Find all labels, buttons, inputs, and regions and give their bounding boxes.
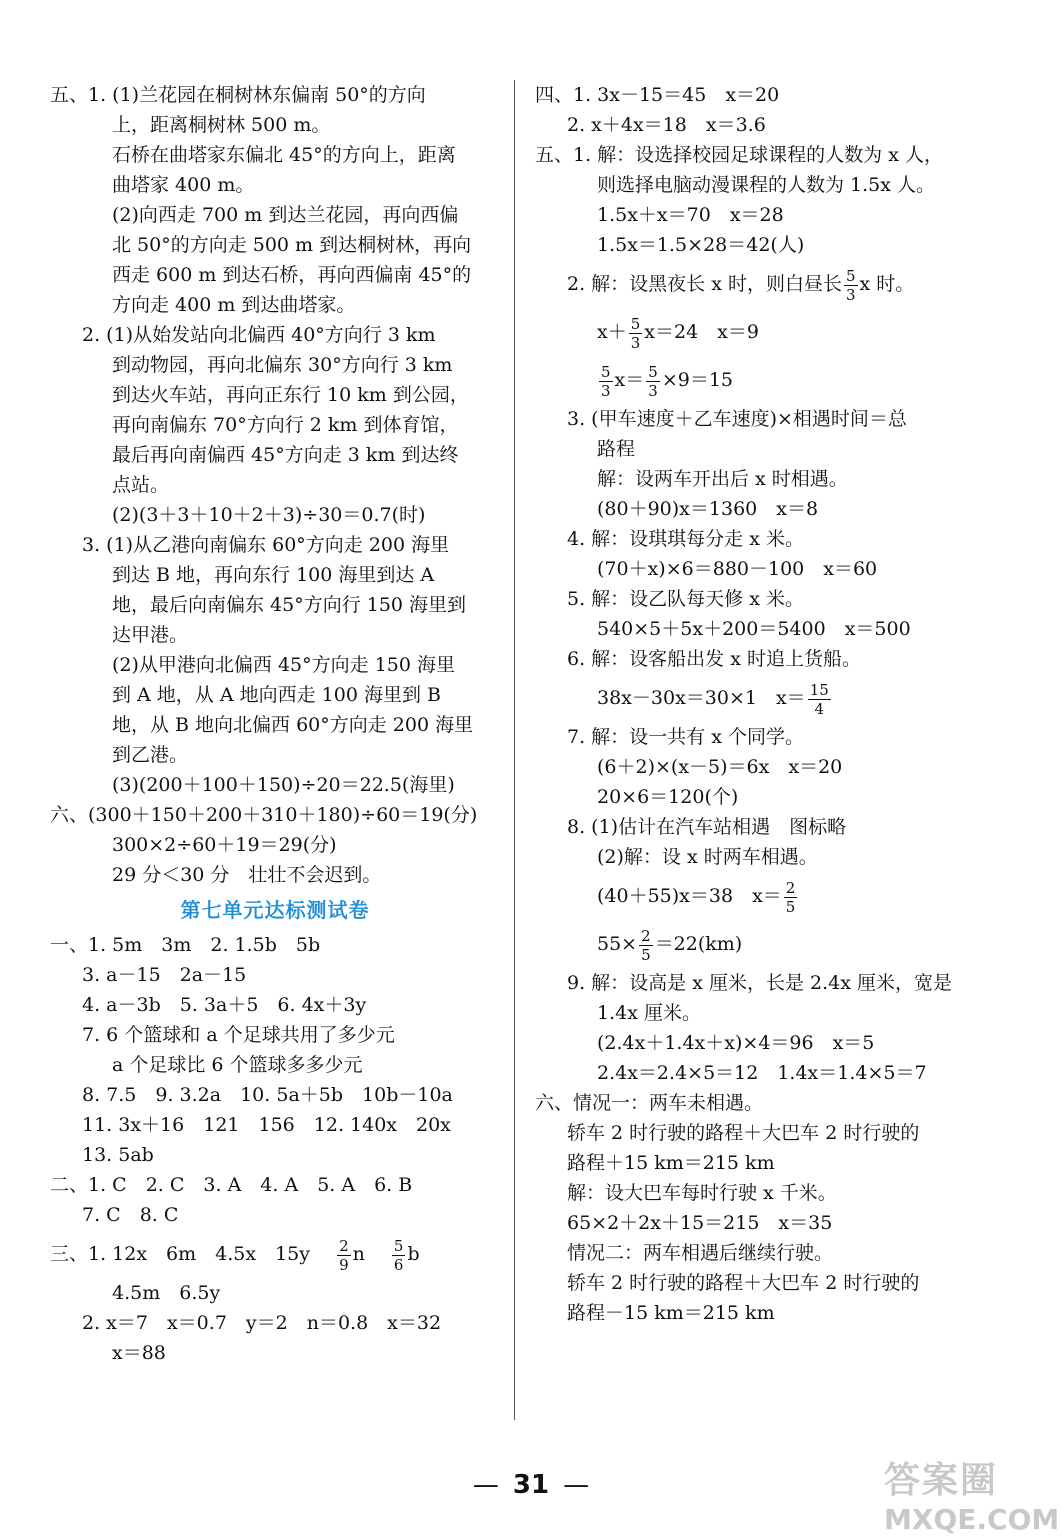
answer-line: 西走 600 m 到达石桥，再向西偏南 45°的 [112, 264, 472, 286]
watermark-text: 答案圈 [884, 1460, 999, 1501]
answer-line: (2)向西走 700 m 到达兰花园，再向西偏 [112, 204, 459, 226]
fraction: $\frac{15}{4}$ [809, 680, 829, 718]
answer-text: 55× [597, 933, 638, 955]
answer-line: 路程－15 km＝215 km [567, 1302, 775, 1324]
answer-line-with-fractions [50, 1230, 500, 1278]
answer-text: ＝22(km) [654, 933, 743, 955]
answer-line: 3. (1)从乙港向南偏东 60°方向走 200 海里 [82, 534, 450, 556]
answer-line: 上，距离桐树林 500 m。 [112, 114, 331, 136]
answer-line: 2. (1)从始发站向北偏西 40°方向行 3 km [82, 324, 436, 346]
answer-line: (2)从甲港向北偏西 45°方向走 150 海里 [112, 654, 455, 676]
answer-line-with-fractions [535, 872, 985, 920]
answer-line: 情况二：两车相遇后继续行驶。 [567, 1242, 834, 1264]
answer-line: 1.5x＝1.5×28＝42(人) [597, 234, 805, 256]
answer-line: 2. x＝7 x＝0.7 y＝2 n＝0.8 x＝32 [82, 1312, 442, 1334]
answer-line: 五、1. 解：设选择校园足球课程的人数为 x 人， [535, 144, 943, 166]
answer-line: 11. 3x＋16 121 156 12. 140x 20x [82, 1114, 451, 1136]
answer-line: 1.4x 厘米。 [597, 1002, 701, 1024]
fraction: $\frac{5}{3}$ [601, 362, 611, 400]
answer-line: 13. 5ab [82, 1144, 154, 1166]
answer-line: 到动物园，再向北偏东 30°方向行 3 km [112, 354, 453, 376]
answer-line-with-fractions [535, 356, 985, 404]
fraction: $\frac{5}{6}$ [393, 1236, 404, 1274]
left-column [50, 80, 500, 1368]
answer-line: 300×2÷60＋19＝29(分) [112, 834, 337, 856]
answer-line: 2.4x＝2.4×5＝12 1.4x＝1.4×5＝7 [597, 1062, 927, 1084]
answer-line: 到乙港。 [112, 744, 189, 766]
fraction: $\frac{2}{9}$ [339, 1236, 349, 1274]
answer-line: 20×6＝120(个) [597, 786, 739, 808]
section-heading: 第七单元达标测试卷 [180, 898, 370, 922]
answer-line: 7. 6 个篮球和 a 个足球共用了多少元 [82, 1024, 395, 1046]
answer-line: a 个足球比 6 个篮球多多少元 [112, 1054, 363, 1076]
answer-line: 六、(300＋150＋200＋310＋180)÷60＝19(分) [50, 804, 478, 826]
answer-text: n [352, 1243, 365, 1265]
answer-line: 4. 解：设琪琪每分走 x 米。 [567, 528, 804, 550]
answer-line: 达甲港。 [112, 624, 189, 646]
answer-line: 方向走 400 m 到达曲塔家。 [112, 294, 356, 316]
page-number-value: 31 [512, 1470, 550, 1500]
watermark-logo [884, 1452, 1060, 1536]
answer-line: 8. 7.5 9. 3.2a 10. 5a＋5b 10b－10a [82, 1084, 453, 1106]
fraction: $\frac{5}{3}$ [648, 362, 658, 400]
answer-text: 三、1. 12x 6m 4.5x 15y [50, 1243, 311, 1265]
answer-line: (70＋x)×6＝880－100 x＝60 [597, 558, 878, 580]
answer-line-with-fractions [535, 920, 985, 968]
answer-line: 1.5x＋x＝70 x＝28 [597, 204, 784, 226]
answer-line: (2.4x＋1.4x＋x)×4＝96 x＝5 [597, 1032, 875, 1054]
answer-text: 38x－30x＝30×1 x＝ [597, 687, 806, 709]
answer-line: 一、1. 5m 3m 2. 1.5b 5b [50, 934, 321, 956]
answer-line: 29 分＜30 分 壮壮不会迟到。 [112, 864, 382, 886]
answer-text: 2. 解：设黑夜长 x 时，则白昼长 [567, 273, 842, 295]
answer-line: 6. 解：设客船出发 x 时追上货船。 [567, 648, 861, 670]
fraction: $\frac{5}{3}$ [630, 314, 641, 352]
answer-line: 到达火车站，再向正东行 10 km 到公园， [112, 384, 469, 406]
answer-line: 则选择电脑动漫课程的人数为 1.5x 人。 [597, 174, 936, 196]
answer-line: 到达 B 地，再向东行 100 海里到达 A [112, 564, 435, 586]
page-number-dash: — [472, 1470, 499, 1500]
answer-text: (40＋55)x＝38 x＝ [597, 885, 782, 907]
answer-text: ×9＝15 [661, 369, 733, 391]
answer-line: 北 50°的方向走 500 m 到达桐树林，再向 [112, 234, 472, 256]
answer-line: 2. x＋4x＝18 x＝3.6 [567, 114, 766, 136]
answer-line: 再向南偏东 70°方向行 2 km 到体育馆， [112, 414, 459, 436]
fraction: $\frac{5}{3}$ [845, 266, 856, 304]
page-number-dash: — [563, 1470, 590, 1500]
answer-text: x＋ [597, 321, 627, 343]
answer-line-with-fractions [535, 260, 985, 308]
answer-line: 曲塔家 400 m。 [112, 174, 255, 196]
answer-line: 7. C 8. C [82, 1204, 179, 1226]
answer-line: (3)(200＋100＋150)÷20＝22.5(海里) [112, 774, 455, 796]
answer-line: 四、1. 3x－15＝45 x＝20 [535, 84, 780, 106]
answer-line: 3. (甲车速度＋乙车速度)×相遇时间＝总 [567, 408, 907, 430]
answer-line: 9. 解：设高是 x 厘米，长是 2.4x 厘米，宽是 [567, 972, 952, 994]
answer-line: (2)解：设 x 时两车相遇。 [597, 846, 818, 868]
answer-line: 65×2＋2x＋15＝215 x＝35 [567, 1212, 833, 1234]
answer-line: (6＋2)×(x－5)＝6x x＝20 [597, 756, 843, 778]
answer-line: 到 A 地，从 A 地向西走 100 海里到 B [112, 684, 441, 706]
answer-line: 最后再向南偏西 45°方向走 3 km 到达终 [112, 444, 459, 466]
answer-line: 轿车 2 时行驶的路程＋大巴车 2 时行驶的 [567, 1122, 920, 1144]
answer-line: x＝88 [112, 1342, 166, 1364]
answer-line: 8. (1)估计在汽车站相遇 图标略 [567, 816, 847, 838]
answer-text: b [407, 1243, 420, 1265]
answer-line: 7. 解：设一共有 x 个同学。 [567, 726, 804, 748]
fraction: $\frac{2}{5}$ [785, 878, 796, 916]
answer-line: 解：设大巴车每时行驶 x 千米。 [567, 1182, 837, 1204]
answer-line: 轿车 2 时行驶的路程＋大巴车 2 时行驶的 [567, 1272, 920, 1294]
answer-line: 地，最后向南偏东 45°方向行 150 海里到 [112, 594, 467, 616]
column-divider [514, 80, 515, 1420]
answer-line: (2)(3＋3＋10＋2＋3)÷30＝0.7(时) [112, 504, 426, 526]
answer-line: 六、情况一：两车未相遇。 [535, 1092, 764, 1114]
answer-line: 4.5m 6.5y [112, 1282, 221, 1304]
answer-line: 3. a－15 2a－15 [82, 964, 247, 986]
answer-line: 540×5＋5x＋200＝5400 x＝500 [597, 618, 911, 640]
answer-line: 地，从 B 地向北偏西 60°方向走 200 海里 [112, 714, 474, 736]
answer-text: x＝24 x＝9 [644, 321, 759, 343]
answer-line: 五、1. (1)兰花园在桐树林东偏南 50°的方向 [50, 84, 426, 106]
answer-text: x 时。 [859, 273, 915, 295]
answer-line: 路程 [597, 438, 636, 460]
fraction: $\frac{2}{5}$ [641, 926, 651, 964]
answer-line: 二、1. C 2. C 3. A 4. A 5. A 6. B [50, 1174, 413, 1196]
right-column [535, 80, 985, 1328]
watermark-url: MXQE.COM [884, 1503, 1060, 1536]
answer-line: 点站。 [112, 474, 170, 496]
answer-line: 解：设两车开出后 x 时相遇。 [597, 468, 848, 490]
answer-line: 5. 解：设乙队每天修 x 米。 [567, 588, 804, 610]
answer-text: x＝ [614, 369, 645, 391]
answer-line-with-fractions [535, 674, 985, 722]
answer-line: (80＋90)x＝1360 x＝8 [597, 498, 819, 520]
answer-line: 路程＋15 km＝215 km [567, 1152, 775, 1174]
answer-line-with-fractions [535, 308, 985, 356]
answer-line: 石桥在曲塔家东偏北 45°的方向上，距离 [112, 144, 456, 166]
answer-line: 4. a－3b 5. 3a＋5 6. 4x＋3y [82, 994, 367, 1016]
